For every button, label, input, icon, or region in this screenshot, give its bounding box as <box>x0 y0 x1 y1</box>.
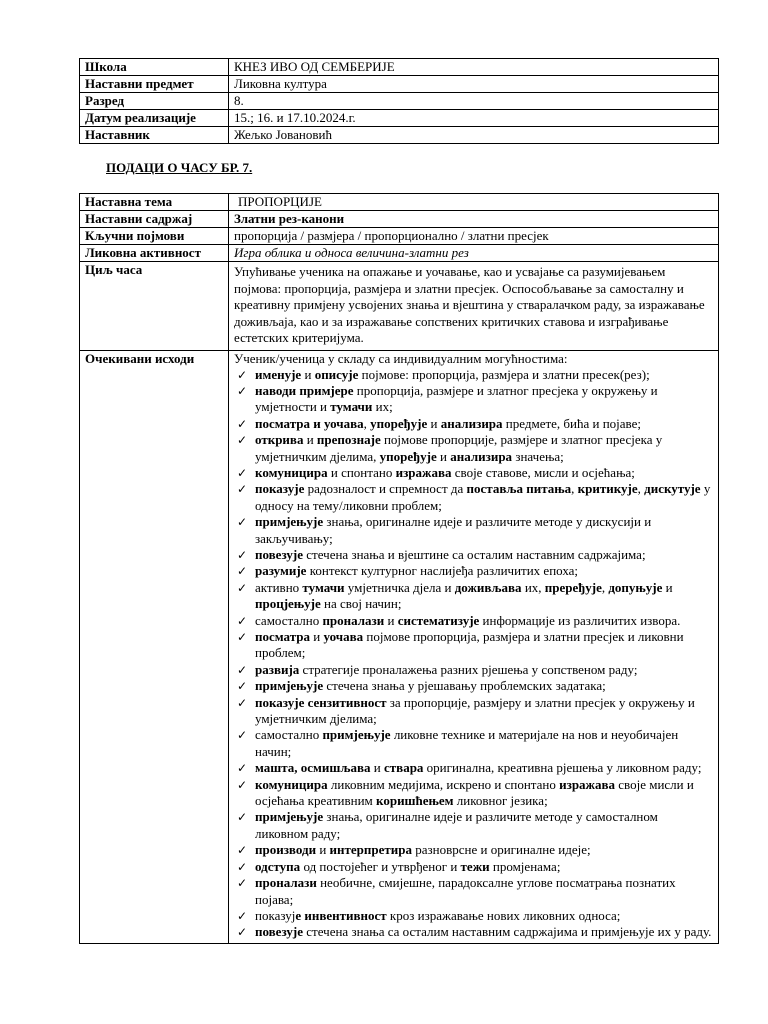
outcome-text: самостално <box>255 727 323 743</box>
outcome-keyword: анализира <box>450 448 513 464</box>
checkmark-icon: ✓ <box>237 465 248 480</box>
outcome-keyword: проналази <box>255 875 317 891</box>
outcome-keyword: тумачи <box>302 579 345 595</box>
outcome-keyword: дискутује <box>644 481 701 497</box>
outcome-text: стечена знања у рјешавању проблемских задатака; <box>323 678 606 694</box>
table-row <box>80 350 719 943</box>
outcome-text: , <box>363 415 371 431</box>
outcome-keyword: упоређује <box>370 415 428 431</box>
cilj-label: Циљ часа <box>80 262 229 351</box>
ishodi-intro: Ученик/ученица у складу са индивидуалним могућностима: <box>234 350 568 366</box>
outcome-item <box>234 678 713 694</box>
outcome-text: активно <box>255 579 303 595</box>
checkmark-icon: ✓ <box>237 580 248 595</box>
outcome-keyword: преређује <box>544 579 602 595</box>
outcome-item <box>234 580 713 613</box>
outcome-text: појмове пропорција, размјера и златни пресјек и ликовни проблем; <box>255 629 684 661</box>
outcome-text: и <box>436 448 451 464</box>
table-row <box>80 262 719 351</box>
outcome-text: и <box>301 366 315 382</box>
outcome-item <box>234 629 713 662</box>
outcome-keyword: тежи <box>460 858 490 874</box>
cilj-value: Упућивање ученика на опажање и уочавање, као и усвајање са разумијевањем појмова: пропорција, размјера и златни пресјек. Оспособљавање за самосталну и креативну примјену усвојених знања и вјештина у стваралачком раду, за изражавање доживљаја, као и за изражавање сопствених критичких ставова и изграђивање естетских критеријума. <box>229 262 719 351</box>
table-row <box>80 59 719 76</box>
outcome-item <box>234 695 713 728</box>
outcome-keyword: производи <box>255 842 317 858</box>
outcome-text: , <box>601 579 609 595</box>
row-value: Жељко Јовановић <box>229 127 719 144</box>
checkmark-icon: ✓ <box>237 859 248 874</box>
outcome-text: своје мисли и осјећања креативним <box>255 776 694 809</box>
outcome-text: своје ставове, мисли и осјећања; <box>451 464 635 480</box>
outcome-keyword: разумије <box>255 563 307 579</box>
outcome-text: самостално <box>255 612 323 628</box>
checkmark-icon: ✓ <box>237 367 248 382</box>
outcome-text: оригинална, креативна рјешења у ликовном раду; <box>423 760 702 776</box>
checkmark-icon: ✓ <box>237 761 248 776</box>
outcome-keyword: открива <box>255 432 304 448</box>
row-label: Датум реализације <box>80 110 229 127</box>
checkmark-icon: ✓ <box>237 613 248 628</box>
tema-value: ПРОПОРЦИЈЕ <box>229 194 719 211</box>
outcome-text: и <box>427 415 441 431</box>
outcome-keyword: повезује <box>255 546 304 562</box>
outcome-text: их, <box>521 579 545 595</box>
row-label: Наставник <box>80 127 229 144</box>
outcome-item <box>234 908 713 924</box>
outcome-keyword: посматра <box>255 629 310 644</box>
outcome-text: појмове: пропорција, размјера и златни пресек(рез); <box>358 366 650 382</box>
school-info-table <box>79 58 719 144</box>
table-row <box>80 194 719 211</box>
table-row <box>80 228 719 245</box>
outcome-keyword: показује <box>255 481 305 497</box>
checkmark-icon: ✓ <box>237 695 248 710</box>
table-row <box>80 110 719 127</box>
row-label: Разред <box>80 93 229 110</box>
checkmark-icon: ✓ <box>237 383 248 398</box>
outcome-keyword: именује <box>255 366 302 382</box>
outcome-keyword: тумачи <box>330 399 373 415</box>
row-value: 15.; 16. и 17.10.2024.г. <box>229 110 719 127</box>
outcome-item <box>234 613 713 629</box>
sadrzaj-value: Златни рез-канони <box>229 211 719 228</box>
outcome-text: и <box>316 842 330 858</box>
ishodi-label: Очекивани исходи <box>80 350 229 943</box>
checkmark-icon: ✓ <box>237 908 248 923</box>
outcome-keyword: примјењује <box>255 678 324 694</box>
outcome-keyword: одступа <box>255 858 301 874</box>
outcomes-list <box>234 367 713 941</box>
outcome-text: стечена знања са осталим наставним садржајима и примјењује их у раду. <box>303 924 712 940</box>
checkmark-icon: ✓ <box>237 728 248 743</box>
checkmark-icon: ✓ <box>237 547 248 562</box>
outcome-text: радозналост и спремност да <box>304 481 467 497</box>
outcome-text: контекст културног наслијеђа различитих епоха; <box>306 563 579 579</box>
outcome-item <box>234 416 713 432</box>
outcome-keyword: уочава <box>323 629 364 644</box>
outcome-item <box>234 777 713 810</box>
outcome-keyword: машта, осмишљава <box>255 760 371 776</box>
outcome-keyword: проналази <box>322 612 385 628</box>
outcome-text: разноврсне и оригиналне идеје; <box>412 842 591 858</box>
checkmark-icon: ✓ <box>237 630 248 644</box>
outcome-item <box>234 547 713 563</box>
table-row <box>80 76 719 93</box>
checkmark-icon: ✓ <box>237 515 248 530</box>
outcome-text: и спонтано <box>327 464 396 480</box>
outcome-keyword: анализира <box>440 415 503 431</box>
lesson-table <box>79 193 719 944</box>
outcome-keyword: процјењује <box>255 596 321 612</box>
checkmark-icon: ✓ <box>237 777 248 792</box>
outcome-keyword: упоређује <box>379 448 437 464</box>
outcome-keyword: посматра и уочава <box>255 415 364 431</box>
checkmark-icon: ✓ <box>237 433 248 448</box>
outcome-text: и <box>662 579 673 595</box>
outcome-item <box>234 367 713 383</box>
row-label: Школа <box>80 59 229 76</box>
outcome-item <box>234 563 713 579</box>
row-value: Ликовна култура <box>229 76 719 93</box>
checkmark-icon: ✓ <box>237 876 248 891</box>
outcome-item <box>234 842 713 858</box>
outcome-keyword: критикује <box>577 481 638 497</box>
checkmark-icon: ✓ <box>237 482 248 497</box>
outcome-text: необичне, смијешне, парадоксалне углове посматрања познатих појава; <box>255 875 676 907</box>
outcome-keyword: коришћењем <box>376 793 454 809</box>
outcome-text: од постојећег и утврђеног и <box>300 858 461 874</box>
checkmark-icon: ✓ <box>237 662 248 677</box>
table-row <box>80 211 719 228</box>
outcome-keyword: препознаје <box>316 432 381 448</box>
outcome-item <box>234 465 713 481</box>
tema-label: Наставна тема <box>80 194 229 211</box>
aktivnost-value: Игра облика и односа величина-златни рез <box>229 245 719 262</box>
outcome-text: информације из различитих извора. <box>479 612 681 628</box>
outcome-text: значења; <box>512 448 564 464</box>
outcome-item <box>234 760 713 776</box>
outcome-item <box>234 875 713 908</box>
outcome-text: појмове пропорције, размјере и златног пресјека у умјетничким дјелима, <box>255 432 663 464</box>
outcome-text: их; <box>372 399 393 415</box>
outcome-keyword: примјењује <box>255 514 324 530</box>
table-row <box>80 93 719 110</box>
outcome-text: ликовне технике и материјале на нов и неуобичајен начин; <box>255 727 679 759</box>
outcome-keyword: интерпретира <box>329 842 412 858</box>
checkmark-icon: ✓ <box>237 564 248 579</box>
outcome-text: и <box>309 629 324 644</box>
outcome-item <box>234 432 713 465</box>
outcome-keyword: развија <box>255 661 300 677</box>
outcome-text: пропорција, размјере и златног пресјека у окружењу и умјетности и <box>255 382 658 415</box>
outcome-text: умјетничка дјела и <box>344 579 455 595</box>
outcome-text: и <box>384 612 398 628</box>
outcome-text: промјенама; <box>489 858 561 874</box>
outcome-keyword: комуницира <box>255 776 328 792</box>
outcome-text: и <box>370 760 385 776</box>
outcome-text: стратегије проналажења разних рјешења у сопственом раду; <box>299 661 638 677</box>
outcome-item <box>234 662 713 678</box>
outcome-text: кроз изражавање нових ликовних односа; <box>386 907 621 923</box>
outcome-keyword: описује <box>314 366 359 382</box>
checkmark-icon: ✓ <box>237 843 248 858</box>
outcome-keyword: е инвентивност <box>295 907 387 923</box>
outcome-item <box>234 514 713 547</box>
pojmovi-value: пропорција / размјера / пропорционално / златни пресјек <box>229 228 719 245</box>
outcome-item <box>234 809 713 842</box>
outcome-text: показуј <box>255 907 296 923</box>
row-label: Наставни предмет <box>80 76 229 93</box>
outcome-keyword: ствара <box>384 760 424 776</box>
table-row <box>80 245 719 262</box>
outcome-text: знања, оригиналне идеје и различите методе у самосталном ликовном раду; <box>255 809 658 841</box>
ishodi-cell <box>229 350 719 943</box>
outcome-keyword: показује сензитивност <box>255 694 387 710</box>
outcome-keyword: примјењује <box>322 727 391 743</box>
outcome-text: предмете, бића и појаве; <box>502 415 641 431</box>
checkmark-icon: ✓ <box>237 810 248 825</box>
outcome-item <box>234 481 713 514</box>
outcome-keyword: систематизује <box>397 612 480 628</box>
outcome-keyword: доживљава <box>454 579 522 595</box>
sadrzaj-label: Наставни садржај <box>80 211 229 228</box>
pojmovi-label: Кључни појмови <box>80 228 229 245</box>
checkmark-icon: ✓ <box>237 416 248 431</box>
outcome-text: ликовним медијима, искрено и спонтано <box>327 776 560 792</box>
outcome-item <box>234 727 713 760</box>
outcome-keyword: примјењује <box>255 809 324 825</box>
outcome-keyword: комуницира <box>255 464 328 480</box>
outcome-text: ликовног језика; <box>453 793 548 809</box>
aktivnost-label: Ликовна активност <box>80 245 229 262</box>
outcome-text: , <box>637 481 645 497</box>
outcome-text: стечена знања и вјештине са осталим наставним садржајима; <box>303 546 646 562</box>
outcome-keyword: поставља питања <box>466 481 572 497</box>
outcome-item <box>234 924 713 940</box>
table-row <box>80 127 719 144</box>
outcome-text: знања, оригиналне идеје и различите методе у дискусији и закључивању; <box>255 514 652 546</box>
outcome-keyword: допуњује <box>608 579 663 595</box>
outcome-text: и <box>303 432 317 448</box>
outcome-text: за пропорције, размјеру и златни пресјек у окружењу и умјетничким дјелима; <box>255 694 695 727</box>
outcome-text: у односу на тему/ликовни проблем; <box>255 481 711 513</box>
outcome-keyword: повезује <box>255 924 304 940</box>
outcome-keyword: изражава <box>395 464 452 480</box>
row-value: 8. <box>229 93 719 110</box>
row-value: КНЕЗ ИВО ОД СЕМБЕРИЈЕ <box>229 59 719 76</box>
outcome-item <box>234 859 713 875</box>
outcome-keyword: наводи примјере <box>255 382 354 398</box>
section-title: ПОДАЦИ О ЧАСУ БР. 7. <box>106 160 253 175</box>
checkmark-icon: ✓ <box>237 925 248 940</box>
checkmark-icon: ✓ <box>237 679 248 694</box>
outcome-item <box>234 383 713 416</box>
outcome-keyword: изражава <box>559 776 616 792</box>
outcome-text: на свој начин; <box>320 596 402 612</box>
outcome-text: , <box>571 481 578 497</box>
